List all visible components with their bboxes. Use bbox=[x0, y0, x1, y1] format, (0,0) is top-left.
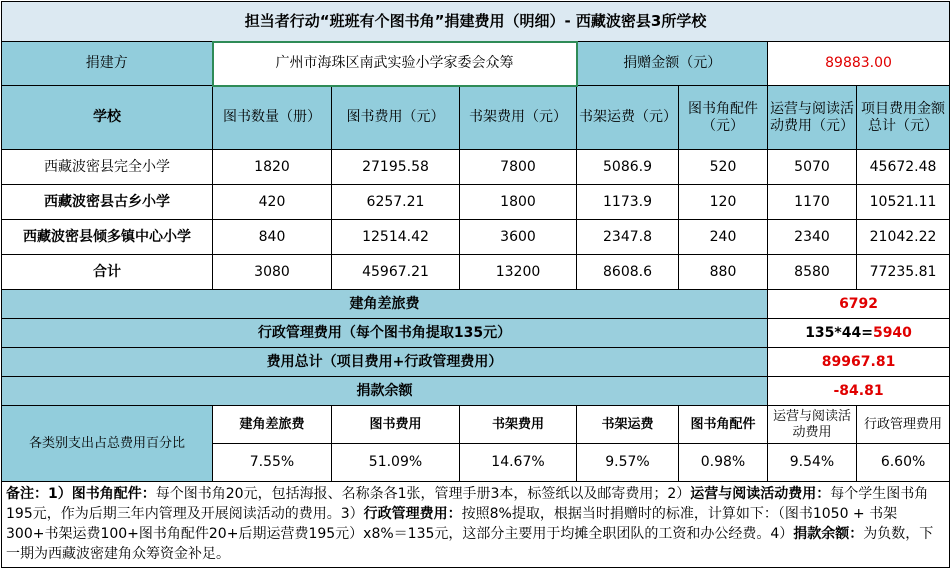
cell-value: 6257.21 bbox=[332, 185, 460, 220]
percent-header: 建角差旅费 bbox=[213, 406, 332, 444]
percent-value: 14.67% bbox=[460, 444, 577, 482]
percent-header: 图书费用 bbox=[332, 406, 460, 444]
cell-value: 120 bbox=[679, 185, 768, 220]
balance-label: 捐款余额 bbox=[2, 377, 768, 406]
total-label: 合计 bbox=[2, 255, 213, 290]
percent-value: 7.55% bbox=[213, 444, 332, 482]
cell-value: 3600 bbox=[460, 220, 577, 255]
total-row bbox=[2, 255, 950, 290]
cell-value: 240 bbox=[679, 220, 768, 255]
cell-value: 12514.42 bbox=[332, 220, 460, 255]
cell-value: 5086.9 bbox=[577, 150, 679, 185]
cell-value: 5070 bbox=[768, 150, 857, 185]
admin-cost-value: 5940 bbox=[872, 324, 912, 341]
remarks-text: 按照8%提取，根据当时捐赠时的标准，计算如下：（图书1050 + 书架300+书架运费100+图书角配件20+后期运营费195元）x8%＝135元，这部分主要用于均摊全职团队的工资和办公经费。4） bbox=[6, 506, 898, 542]
cell-value: 520 bbox=[679, 150, 768, 185]
remarks-key: 捐款余额： bbox=[793, 526, 864, 542]
remarks-key: 图书角配件： bbox=[71, 486, 156, 502]
header-operation-cost: 运营与阅读活动费用（元） bbox=[768, 86, 857, 150]
cell-value: 1173.9 bbox=[577, 185, 679, 220]
cell-value: 45672.48 bbox=[857, 150, 950, 185]
remarks-key: 行政管理费用： bbox=[363, 506, 462, 522]
table-title: 担当者行动“班班有个图书角”捐建费用（明细）- 西藏波密县3所学校 bbox=[2, 2, 950, 42]
cell-value: 7800 bbox=[460, 150, 577, 185]
percent-header: 运营与阅读活动费用 bbox=[768, 406, 857, 444]
header-shelf-cost: 书架费用（元） bbox=[460, 86, 577, 150]
admin-cost-label: 行政管理费用（每个图书角提取135元） bbox=[2, 319, 768, 348]
percent-header: 图书角配件 bbox=[679, 406, 768, 444]
cell-value: 420 bbox=[213, 185, 332, 220]
remarks-text: 每个学生图书角195元，作为后期三年内管理及开展阅读活动的费用。3） bbox=[6, 486, 929, 522]
cell-value: 880 bbox=[679, 255, 768, 290]
travel-cost-label: 建角差旅费 bbox=[2, 290, 768, 319]
percent-value: 51.09% bbox=[332, 444, 460, 482]
table-row bbox=[2, 150, 950, 185]
admin-cost-formula: 135*44= bbox=[805, 324, 873, 341]
donation-amount-value: 89883.00 bbox=[768, 42, 950, 86]
remarks-text: 为负数，下一期为西藏波密建角众筹资金补足。 bbox=[6, 526, 934, 562]
remarks-prefix: 备注：1） bbox=[6, 486, 72, 502]
cell-value: 21042.22 bbox=[857, 220, 950, 255]
cell-value: 2340 bbox=[768, 220, 857, 255]
cell-value: 840 bbox=[213, 220, 332, 255]
cell-value: 8608.6 bbox=[577, 255, 679, 290]
percent-value: 9.54% bbox=[768, 444, 857, 482]
school-name: 西藏波密县倾多镇中心小学 bbox=[2, 220, 213, 255]
header-book-cost: 图书费用（元） bbox=[332, 86, 460, 150]
cell-value: 10521.11 bbox=[857, 185, 950, 220]
grand-total-label: 费用总计（项目费用+行政管理费用） bbox=[2, 348, 768, 377]
header-book-count: 图书数量（册） bbox=[213, 86, 332, 150]
travel-cost-value: 6792 bbox=[768, 290, 950, 319]
percent-value: 0.98% bbox=[679, 444, 768, 482]
cell-value: 1820 bbox=[213, 150, 332, 185]
donor-label: 捐建方 bbox=[2, 42, 213, 86]
header-shelf-shipping: 书架运费（元） bbox=[577, 86, 679, 150]
percent-header: 书架费用 bbox=[460, 406, 577, 444]
remarks bbox=[2, 482, 950, 568]
cell-value: 77235.81 bbox=[857, 255, 950, 290]
percent-row-label: 各类别支出占总费用百分比 bbox=[2, 406, 213, 482]
remarks-text: 每个图书角20元，包括海报、名称条各1张，管理手册3本，标签纸以及邮寄费用；2） bbox=[155, 486, 691, 502]
table-row bbox=[2, 185, 950, 220]
header-school: 学校 bbox=[2, 86, 213, 150]
donation-amount-label: 捐赠金额（元） bbox=[577, 42, 768, 86]
balance-value: -84.81 bbox=[768, 377, 950, 406]
cell-value: 1170 bbox=[768, 185, 857, 220]
cell-value: 45967.21 bbox=[332, 255, 460, 290]
school-name: 西藏波密县完全小学 bbox=[2, 150, 213, 185]
school-name: 西藏波密县古乡小学 bbox=[2, 185, 213, 220]
grand-total-value: 89967.81 bbox=[768, 348, 950, 377]
cell-value: 13200 bbox=[460, 255, 577, 290]
cell-value: 27195.58 bbox=[332, 150, 460, 185]
table-row bbox=[2, 220, 950, 255]
cell-value: 1800 bbox=[460, 185, 577, 220]
expense-table bbox=[1, 1, 950, 568]
cell-value: 2347.8 bbox=[577, 220, 679, 255]
header-project-total: 项目费用金额总计（元） bbox=[857, 86, 950, 150]
cell-value: 8580 bbox=[768, 255, 857, 290]
percent-value: 6.60% bbox=[857, 444, 950, 482]
header-accessories: 图书角配件（元） bbox=[679, 86, 768, 150]
admin-cost-cell bbox=[768, 319, 950, 348]
donor-name: 广州市海珠区南武实验小学家委会众筹 bbox=[213, 42, 577, 86]
percent-header: 书架运费 bbox=[577, 406, 679, 444]
remarks-key: 运营与阅读活动费用： bbox=[690, 486, 831, 502]
percent-value: 9.57% bbox=[577, 444, 679, 482]
percent-header: 行政管理费用 bbox=[857, 406, 950, 444]
cell-value: 3080 bbox=[213, 255, 332, 290]
